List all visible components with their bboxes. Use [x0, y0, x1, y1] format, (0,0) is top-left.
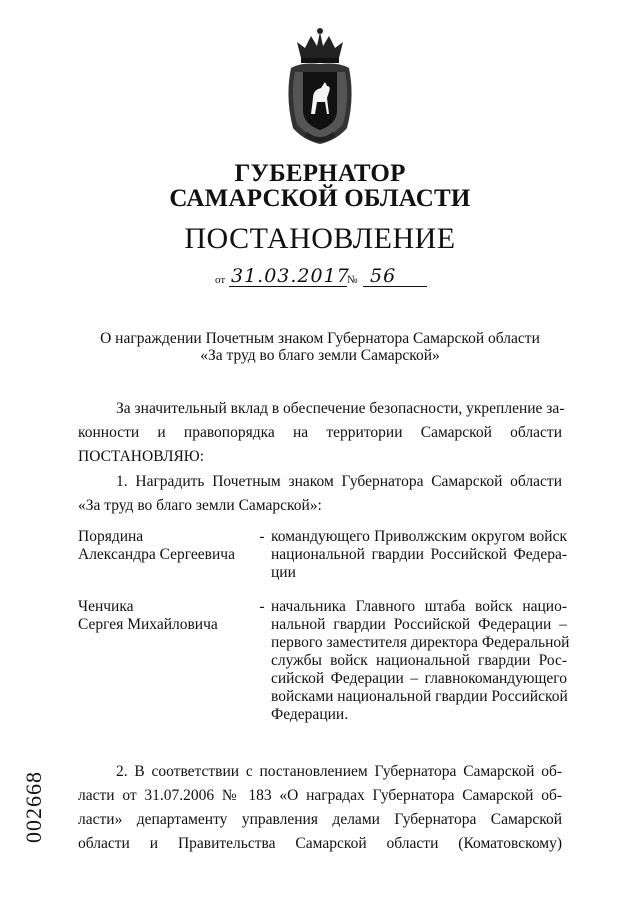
awardee-position — [271, 598, 570, 724]
awardee-name — [78, 528, 258, 564]
date-number-line — [215, 266, 435, 290]
entry-dash: - — [259, 598, 265, 615]
preamble-line: конности и правопорядка на территории Самарской области — [78, 424, 562, 441]
number-label: № — [347, 274, 358, 286]
position-line: Федерации. — [271, 706, 349, 723]
awardee-position — [271, 528, 567, 582]
item-2-line: ласти от 31.07.2006 № 183 «О наградах Губернатора Самарской об- — [78, 787, 562, 804]
awardee-entry — [78, 528, 568, 588]
issuer-title-line2: САМАРСКОЙ ОБЛАСТИ — [169, 185, 471, 212]
handwritten-number: 56 — [370, 265, 397, 287]
document-type: ПОСТАНОВЛЕНИЕ — [184, 222, 456, 255]
subject-line2: «За труд во благо земли Самарской» — [200, 347, 440, 364]
position-line: ции — [271, 564, 296, 581]
position-line: командующего Приволжским округом войск — [271, 528, 567, 545]
position-line: начальника Главного штаба войск нацио- — [271, 598, 567, 615]
preamble-line: За значительный вклад в обеспечение безопасности, укрепление за- — [116, 400, 565, 417]
registration-stamp-number — [22, 770, 46, 844]
date-label: от — [215, 274, 226, 286]
item-1-paragraph — [78, 470, 562, 518]
subject-line1: О награждении Почетным знаком Губернатора Самарской области — [100, 330, 540, 347]
awardee-given-names: Сергея Михайловича — [78, 616, 218, 633]
entry-dash: - — [259, 528, 265, 545]
awardee-given-names: Александра Сергеевича — [78, 546, 235, 563]
item-1-line: 1. Наградить Почетным знаком Губернатора Самарской области — [116, 473, 562, 490]
position-line: нальной гвардии Российской Федерации – — [271, 616, 567, 633]
position-line: национальной гвардии Российской Федера- — [271, 546, 567, 563]
awardee-surname: Ченчика — [78, 598, 134, 615]
coat-of-arms-emblem — [283, 28, 357, 150]
position-line: сийской Федерации – главнокомандующего — [271, 670, 567, 687]
item-1-line: «За труд во благо земли Самарской»: — [78, 497, 322, 514]
position-line: войсками национальной гвардии Российской — [271, 688, 568, 705]
issuer-title-line1: ГУБЕРНАТОР — [234, 160, 406, 187]
preamble-paragraph — [78, 397, 565, 469]
position-line: службы войск национальной гвардии Рос- — [271, 652, 567, 669]
position-line: первого заместителя директора Федеральной — [271, 634, 570, 651]
item-2-line: 2. В соответствии с постановлением Губернатора Самарской об- — [116, 763, 562, 780]
item-2-line: области и Правительства Самарской области (Коматовскому) — [78, 835, 562, 852]
item-2-paragraph — [78, 760, 562, 856]
decree-word: ПОСТАНОВЛЯЮ: — [78, 448, 205, 465]
awardee-entry — [78, 598, 568, 728]
awardee-surname: Порядина — [78, 528, 144, 545]
stamp-number-text: 002668 — [21, 771, 46, 843]
awardee-name — [78, 598, 258, 634]
item-2-line: ласти» департаменту управления делами Губернатора Самарской — [78, 811, 562, 828]
handwritten-date: 31.03.2017 — [231, 265, 350, 287]
